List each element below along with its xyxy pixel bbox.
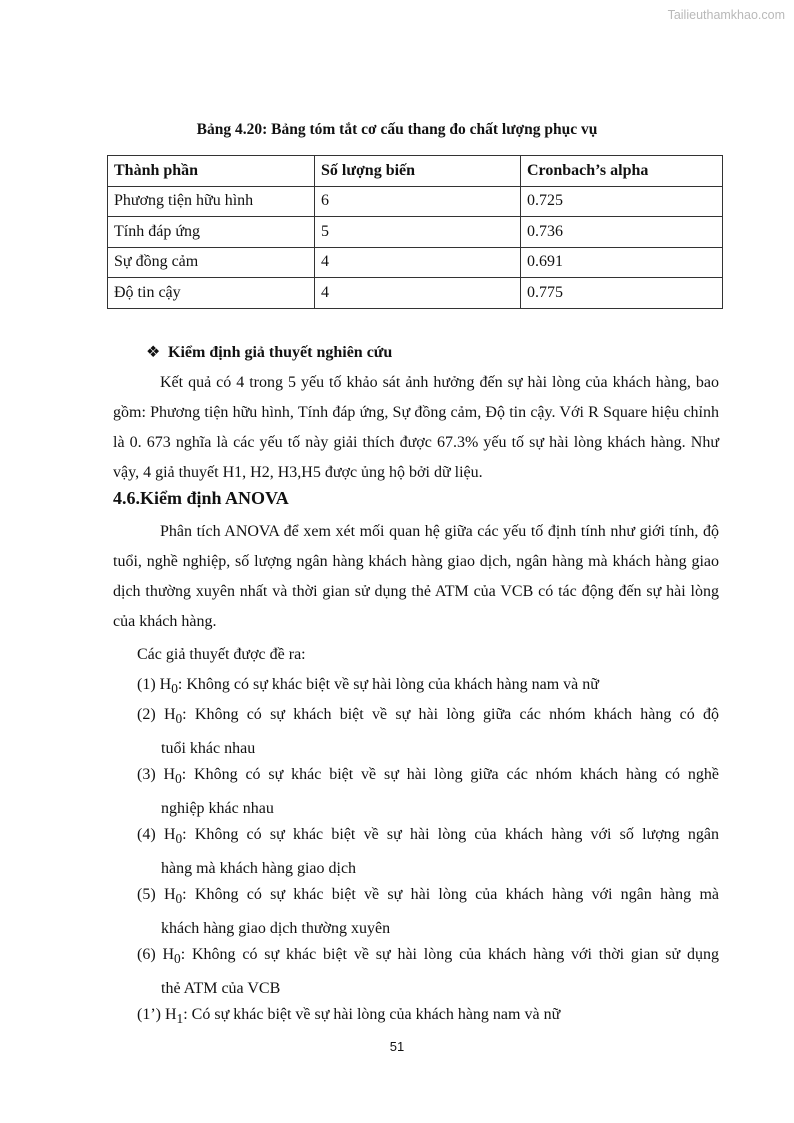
table-cell: 5: [315, 217, 521, 248]
page-number: 51: [389, 1039, 405, 1054]
table-cell: 0.691: [521, 247, 723, 278]
hypothesis-number: (1): [137, 676, 156, 693]
hypothesis-subscript: 0: [171, 681, 178, 697]
table-header-cell: Thành phần: [108, 156, 315, 187]
hypothesis-symbol: H: [163, 826, 176, 843]
table-row: [108, 186, 723, 217]
hypothesis-item: [137, 700, 719, 764]
hypothesis-item: [137, 880, 719, 944]
hypothesis-item: [137, 1000, 719, 1034]
hypothesis-text: : Không có sự khác biệt về sự hài lòng giữa các nhóm khách hàng có nghề: [181, 766, 720, 783]
hypothesis-subscript: 0: [174, 951, 181, 967]
table-header-cell: Số lượng biến: [315, 156, 521, 187]
hypothesis-subscript: 1: [176, 1011, 184, 1027]
table-cell: 0.736: [521, 217, 723, 248]
paragraph-anova: Phân tích ANOVA để xem xét mối quan hệ giữa các yếu tố định tính như giới tính, độ tuổi, nghề nghiệp, số lượng ngân hàng khách hàng giao dịch, ngân hàng mà khách hàng giao dịch thường xuyên nhất và thời gian sử dụng thẻ ATM của VCB có tác động đến sự hài lòng của khách hàng.: [113, 523, 719, 630]
hypothesis-continuation: hàng mà khách hàng giao dịch: [161, 860, 357, 878]
hypothesis-text: : Không có sự khác biệt về sự hài lòng của khách hàng nam và nữ: [177, 676, 599, 693]
hypothesis-continuation: nghiệp khác nhau: [161, 800, 274, 818]
section-heading: 4.6.Kiểm định ANOVA: [113, 488, 289, 508]
table-cell: 6: [315, 186, 521, 217]
table-caption: Bảng 4.20: Bảng tóm tắt cơ cấu thang đo chất lượng phục vụ: [196, 121, 598, 138]
table-cell: Phương tiện hữu hình: [108, 186, 315, 217]
hypothesis-item: [137, 940, 719, 1004]
hypothesis-subscript: 0: [175, 711, 183, 727]
hypothesis-symbol: H: [163, 886, 176, 903]
table-cell: 4: [315, 247, 521, 278]
table-row: [108, 278, 723, 309]
hypotheses-intro: Các giả thuyết được đề ra:: [137, 646, 306, 663]
summary-table: [107, 155, 723, 309]
hypothesis-item: [137, 820, 719, 884]
hypothesis-number: (4): [137, 826, 156, 843]
hypothesis-text: : Không có sự khác biệt về sự hài lòng của khách hàng với số lượng ngân: [182, 826, 719, 843]
table-row: [108, 217, 723, 248]
paragraph-results: Kết quả có 4 trong 5 yếu tố khảo sát ảnh hưởng đến sự hài lòng của khách hàng, bao gồm: Phương tiện hữu hình, Tính đáp ứng, Sự đồng cảm, Độ tin cậy. Với R Square hiệu chỉnh là 0. 673 nghĩa là các yếu tố này giải thích được 67.3% yếu tố sự hài lòng khách hàng. Như vậy, 4 giả thuyết H1, H2, H3,H5 được ủng hộ bởi dữ liệu.: [113, 374, 719, 481]
hypothesis-symbol: H: [163, 706, 176, 723]
bullet-heading-text: Kiểm định giả thuyết nghiên cứu: [168, 344, 393, 361]
table-cell: 0.725: [521, 186, 723, 217]
table-cell: Tính đáp ứng: [108, 217, 315, 248]
hypothesis-number: (6): [137, 946, 156, 963]
table-header-row: [108, 156, 723, 187]
watermark: Tailieuthamkhao.com: [667, 8, 785, 22]
hypothesis-text: : Không có sự khác biệt về sự hài lòng của khách hàng với ngân hàng mà: [182, 886, 719, 903]
table-header-cell: Cronbach’s alpha: [521, 156, 723, 187]
hypothesis-number: (2): [137, 706, 156, 723]
hypothesis-text: : Không có sự khác biệt về sự hài lòng của khách hàng với thời gian sử dụng: [180, 946, 720, 963]
table-cell: Sự đồng cảm: [108, 247, 315, 278]
hypothesis-number: (3): [137, 766, 156, 783]
hypothesis-subscript: 0: [175, 891, 183, 907]
hypothesis-symbol: H: [162, 946, 175, 963]
table-cell: 0.775: [521, 278, 723, 309]
hypothesis-symbol: H: [163, 766, 176, 783]
hypothesis-text: : Không có sự khách biệt về sự hài lòng giữa các nhóm khách hàng có độ: [182, 706, 720, 723]
table-cell: Độ tin cậy: [108, 278, 315, 309]
hypothesis-subscript: 0: [175, 831, 183, 847]
hypothesis-subscript: 0: [175, 771, 182, 787]
hypothesis-item: [137, 760, 719, 824]
hypothesis-number: (1’): [137, 1006, 161, 1023]
table-row: [108, 247, 723, 278]
diamond-bullet-icon: ❖: [146, 344, 161, 361]
hypothesis-continuation: tuổi khác nhau: [161, 740, 256, 758]
hypothesis-continuation: thẻ ATM của VCB: [161, 980, 281, 998]
table-cell: 4: [315, 278, 521, 309]
hypothesis-symbol: H: [164, 1006, 177, 1023]
hypothesis-continuation: khách hàng giao dịch thường xuyên: [161, 920, 391, 938]
hypothesis-number: (5): [137, 886, 156, 903]
bullet-heading: [146, 342, 392, 362]
hypothesis-symbol: H: [159, 676, 172, 693]
hypothesis-text: : Có sự khác biệt về sự hài lòng của khách hàng nam và nữ: [183, 1006, 561, 1023]
